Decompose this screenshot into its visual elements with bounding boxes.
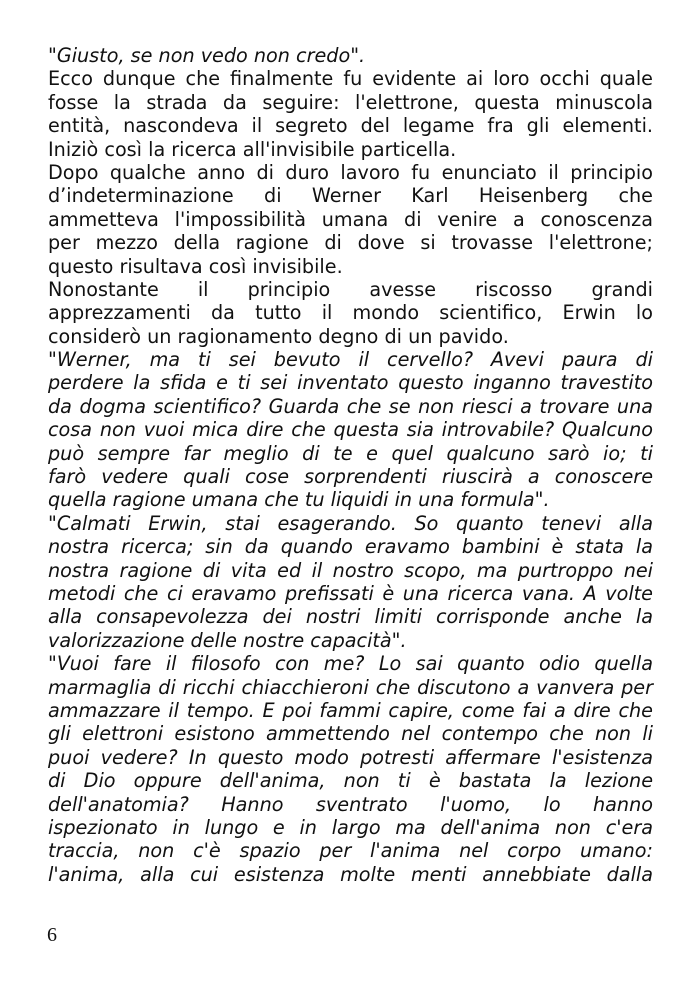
- paragraph-quote-filosofo: [48, 652, 653, 886]
- text-line: questo risultava così invisibile.: [48, 254, 343, 278]
- paragraph-heisenberg: [48, 161, 653, 278]
- text-line: Dopo qualche anno di duro lavoro fu enunciato il principio: [48, 160, 653, 184]
- text-line: fosse la strada da seguire: l'elettrone, questa minuscola: [48, 90, 653, 114]
- text-line: farò vedere quali cose sorprendenti riuscirà a conoscere: [48, 465, 653, 489]
- text-line: entità, nascondeva il segreto del legame fra gli elementi.: [48, 114, 653, 138]
- text-line: da dogma scientifico? Guarda che se non riesci a trovare una: [48, 394, 653, 418]
- paragraph-elettrone: [48, 67, 653, 161]
- text-line: Ecco dunque che finalmente fu evidente ai loro occhi quale: [48, 67, 653, 91]
- text-line: dell'anatomia? Hanno sventrato l'uomo, lo hanno: [48, 792, 653, 816]
- text-line: ispezionato in lungo e in largo ma dell'anima non c'era: [48, 815, 653, 839]
- text-line: può sempre far meglio di te e quel qualcuno sarò io; ti: [48, 441, 653, 465]
- text-line: Iniziò così la ricerca all'invisibile particella.: [48, 137, 457, 161]
- paragraph-quote-calmati: [48, 512, 653, 652]
- text-line: Nonostante il principio avesse riscosso grandi: [48, 277, 653, 301]
- paragraph-quote-werner: [48, 348, 653, 512]
- text-line: ammazzare il tempo. E poi fammi capire, come fai a dire che: [48, 698, 653, 722]
- text-line: di Dio oppure dell'anima, non ti è bastata la lezione: [48, 769, 653, 793]
- text-line: perdere la sfida e ti sei inventato questo inganno travestito: [48, 371, 653, 395]
- text-line: ammetteva l'impossibilità umana di venire a conoscenza: [48, 207, 653, 231]
- text-line: valorizzazione delle nostre capacità".: [48, 628, 407, 652]
- text-line: d’indeterminazione di Werner Karl Heisenberg che: [48, 184, 653, 208]
- text-line: traccia, non c'è spazio per l'anima nel corpo umano:: [48, 839, 653, 863]
- text-line: considerò un ragionamento degno di un pavido.: [48, 324, 509, 348]
- text-line: "Werner, ma ti sei bevuto il cervello? Avevi paura di: [48, 348, 653, 372]
- text-line: "Vuoi fare il filosofo con me? Lo sai quanto odio quella: [48, 652, 653, 676]
- text-line: nostra ragione di vita ed il nostro scopo, ma purtroppo nei: [48, 558, 653, 582]
- text-line: marmaglia di ricchi chiacchieroni che discutono a vanvera per: [48, 675, 653, 699]
- text-line: gli elettroni esistono ammettendo nel contempo che non li: [48, 722, 653, 746]
- text-line: alla consapevolezza dei nostri limiti corrisponde anche la: [48, 605, 653, 629]
- text-line: apprezzamenti da tutto il mondo scientifico, Erwin lo: [48, 301, 653, 325]
- text-line: metodi che ci eravamo prefissati è una ricerca vana. A volte: [48, 581, 653, 605]
- text-line: per mezzo della ragione di dove si trovasse l'elettrone;: [48, 231, 653, 255]
- text-line: cosa non vuoi mica dire che questa sia introvabile? Qualcuno: [48, 418, 653, 442]
- text-line: "Giusto, se non vedo non credo".: [48, 44, 366, 67]
- text-line: puoi vedere? In questo modo potresti affermare l'esistenza: [48, 745, 653, 769]
- text-line: nostra ricerca; sin da quando eravamo bambini è stata la: [48, 535, 653, 559]
- text-line: quella ragione umana che tu liquidi in una formula".: [48, 488, 550, 512]
- paragraph-pavido: [48, 278, 653, 348]
- text-line: l'anima, alla cui esistenza molte menti annebbiate dalla: [48, 862, 653, 886]
- page-number: 6: [47, 924, 57, 946]
- text-line: "Calmati Erwin, stai esagerando. So quanto tenevi alla: [48, 511, 653, 535]
- paragraph-quote-giusto: [48, 44, 653, 67]
- body-text: [48, 44, 653, 886]
